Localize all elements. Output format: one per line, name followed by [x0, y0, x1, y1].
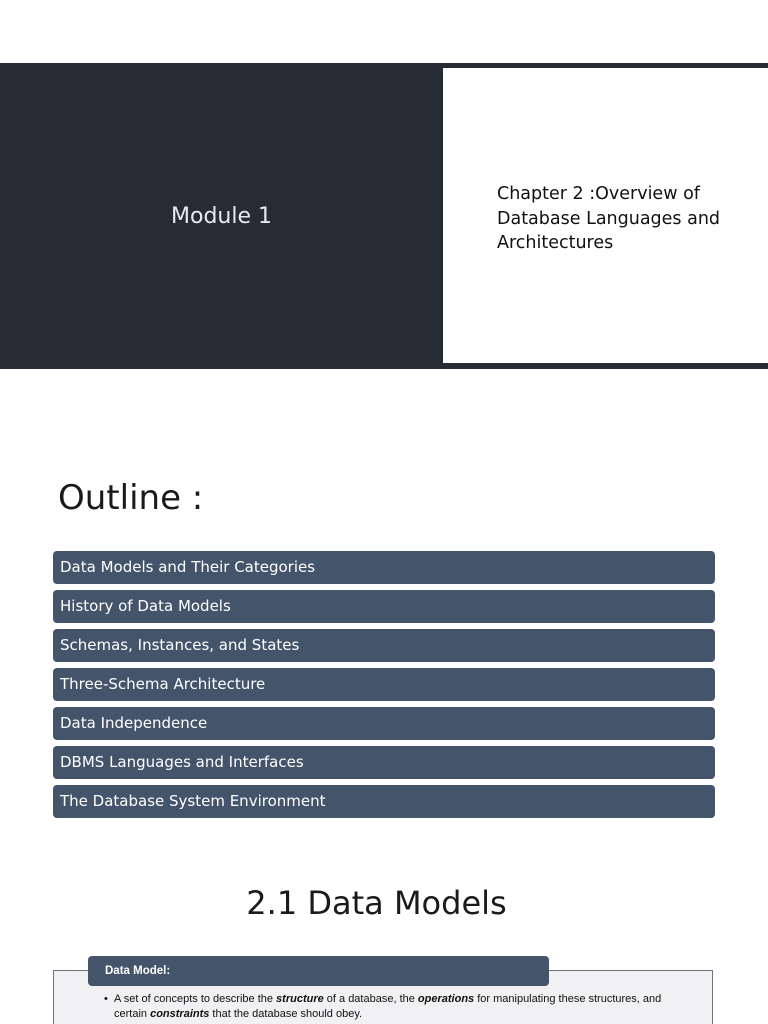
- title-slide: [0, 63, 768, 369]
- outline-item: Data Independence: [53, 707, 715, 740]
- definition-header: Data Model:: [88, 956, 549, 986]
- keyword-constraints: constraints: [150, 1008, 210, 1020]
- definition-text: [104, 992, 674, 1022]
- keyword-operations: operations: [417, 993, 475, 1005]
- chapter-panel: [443, 68, 768, 363]
- outline-item: Schemas, Instances, and States: [53, 629, 715, 662]
- outline-item: Data Models and Their Categories: [53, 551, 715, 584]
- text-part: of a database, the: [323, 993, 418, 1005]
- outline-item: History of Data Models: [53, 590, 715, 623]
- module-panel: [0, 63, 443, 369]
- outline-item: DBMS Languages and Interfaces: [53, 746, 715, 779]
- outline-title: Outline :: [58, 478, 204, 518]
- outline-list: [53, 551, 715, 824]
- text-part: A set of concepts to describe the: [114, 993, 277, 1005]
- outline-item: Three-Schema Architecture: [53, 668, 715, 701]
- data-models-title: 2.1 Data Models: [246, 884, 507, 922]
- text-part: that the database should obey.: [209, 1008, 363, 1020]
- bullet-marker: •: [104, 993, 108, 1005]
- keyword-structure: structure: [276, 993, 324, 1005]
- module-label: Module 1: [171, 203, 272, 229]
- definition-body: [104, 992, 674, 1022]
- outline-item: The Database System Environment: [53, 785, 715, 818]
- chapter-title: Chapter 2 :Overview of Database Languages and Architectures: [497, 184, 721, 253]
- text-part: for manipulating these structures, and certain: [114, 993, 662, 1020]
